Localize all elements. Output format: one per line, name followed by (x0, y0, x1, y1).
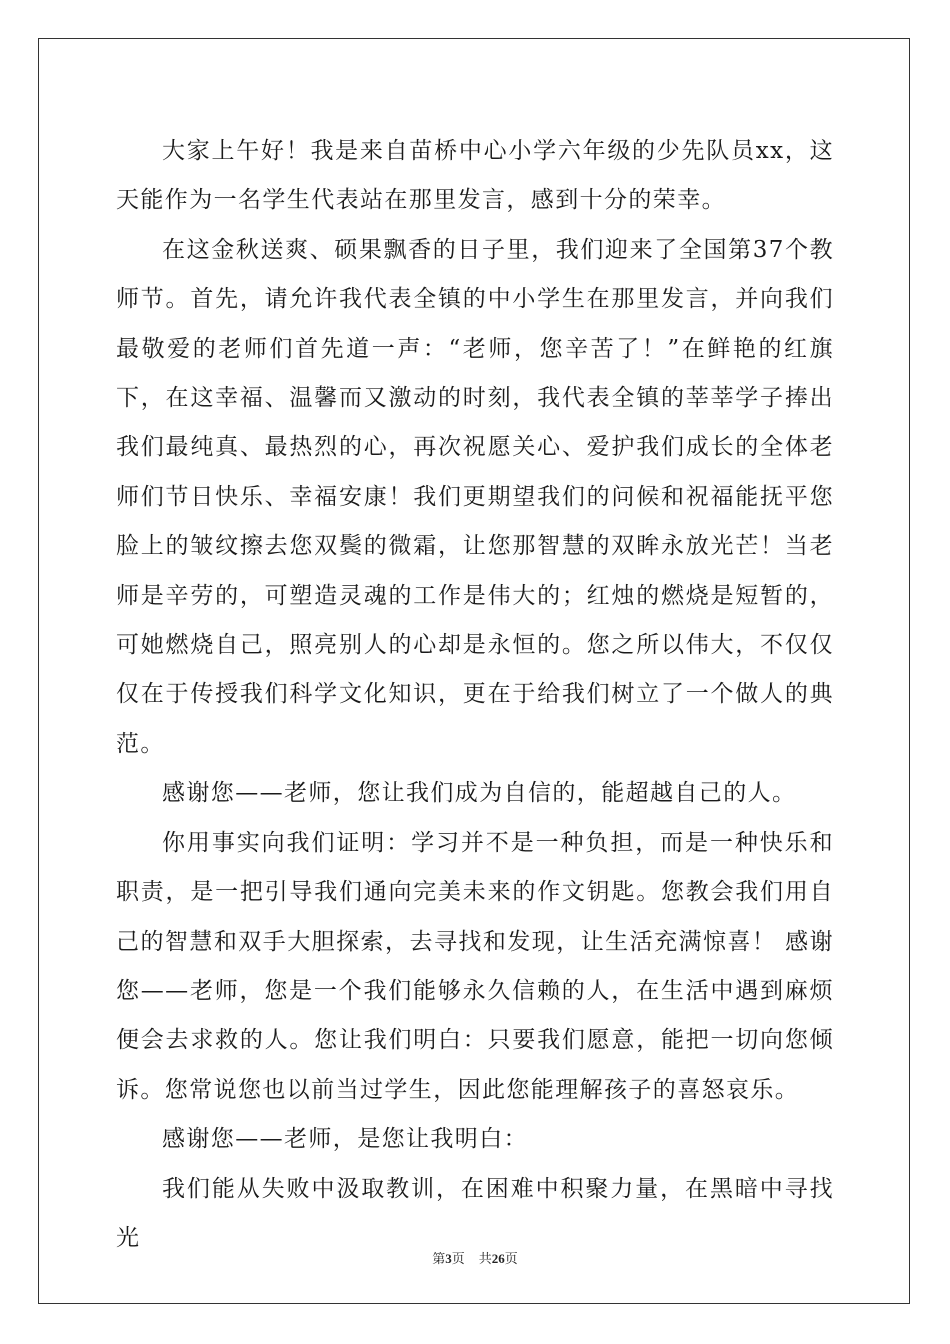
paragraph-thanks-confidence: 感谢您——老师，您让我们成为自信的，能超越自己的人。 (162, 780, 797, 807)
page-footer (0, 1248, 950, 1267)
total-unit: 页 (504, 1252, 518, 1267)
total-prefix: 共 (478, 1252, 492, 1267)
document-body (116, 127, 834, 1263)
page-unit: 页 (451, 1252, 465, 1267)
page-number: 3 (445, 1251, 452, 1266)
paragraph-greeting: 大家上午好！我是来自苗桥中心小学六年级的少先队员xx，这天能作为一名学生代表站在那里发言，感到十分的荣幸。 (116, 138, 834, 214)
page-prefix: 第 (432, 1252, 446, 1267)
paragraph-teachers-day: 在这金秋送爽、硕果飘香的日子里，我们迎来了全国第37个教师节。首先，请允许我代表全镇的中小学生在那里发言，并向我们最敬爱的老师们首先道一声：“老师，您辛苦了！”在鲜艳的红旗下，在这幸福、温馨而又激动的时刻，我代表全镇的莘莘学子捧出我们最纯真、最热烈的心，再次祝愿关心、爱护我们成长的全体老师们节日快乐、幸福安康！我们更期望我们的问候和祝福能抚平您脸上的皱纹擦去您双鬓的微霜，让您那智慧的双眸永放光芒！当老师是辛劳的，可塑造灵魂的工作是伟大的；红烛的燃烧是短暂的，可她燃烧自己，照亮别人的心却是永恒的。您之所以伟大，不仅仅仅在于传授我们科学文化知识，更在于给我们树立了一个做人的典范。 (116, 236, 834, 757)
paragraph-lessons: 我们能从失败中汲取教训，在困难中积聚力量，在黑暗中寻找光 (116, 1175, 834, 1251)
paragraph-thanks-understand: 感谢您——老师，是您让我明白： (162, 1126, 528, 1153)
total-pages: 26 (491, 1251, 505, 1266)
paragraph-learning: 你用事实向我们证明：学习并不是一种负担，而是一种快乐和职责，是一把引导我们通向完美未来的作文钥匙。您教会我们用自己的智慧和双手大胆探索，去寻找和发现，让生活充满惊喜！ 感谢您——老师，您是一个我们能够永久信赖的人，在生活中遇到麻烦便会去求救的人。您让我们明白：只要我们愿意，能把一切向您倾诉。您常说您也以前当过学生，因此您能理解孩子的喜怒哀乐。 (116, 829, 834, 1103)
